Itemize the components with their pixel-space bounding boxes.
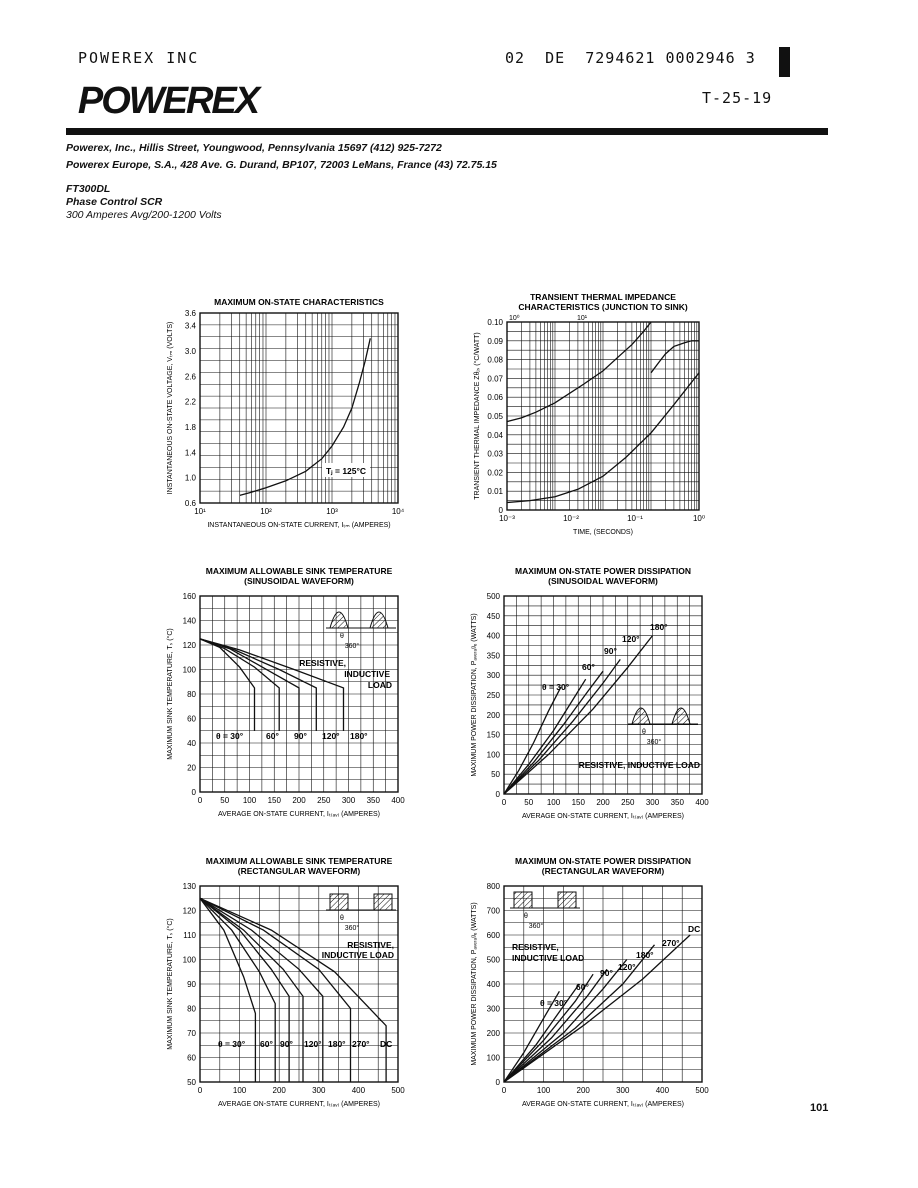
x-axis-label: TIME, (SECONDS) [573, 529, 633, 536]
y-tick-label: 3.6 [184, 309, 196, 318]
address-us: Powerex, Inc., Hillis Street, Youngwood, Pennsylvania 15697 (412) 925-7272 [66, 142, 442, 154]
y-tick-label: 0.04 [487, 430, 503, 440]
x-tick-label: 350 [670, 798, 684, 807]
chart-sink-temp-rectangular [160, 852, 420, 1114]
y-tick-label: 300 [486, 1004, 500, 1014]
temperature-annotation: Tⱼ = 125°C [325, 466, 367, 476]
series-label: 180° [350, 731, 368, 741]
x-tick-label: 500 [391, 1086, 405, 1095]
x-tick-label: 100 [546, 798, 561, 807]
y-tick-label: 400 [486, 980, 500, 989]
load-text: INDUCTIVE [344, 669, 390, 679]
x-tick-label: 0 [501, 1086, 507, 1095]
y-tick-label: 450 [486, 611, 500, 621]
period-label: 360° [528, 923, 544, 930]
y-tick-label: 400 [486, 631, 500, 641]
series-label: DC [688, 924, 701, 934]
y-tick-label: 100 [182, 665, 196, 675]
y-tick-label: 0.6 [184, 499, 196, 508]
chart-title: TRANSIENT THERMAL IMPEDANCE [530, 292, 676, 302]
company-code: POWEREX INC [78, 49, 200, 67]
x-axis-label: AVERAGE ON-STATE CURRENT, Iₜ₍ₐᵥ₎ (AMPERES) [217, 1101, 381, 1108]
load-text: RESISTIVE, INDUCTIVE LOAD [578, 760, 700, 770]
theta-label: θ [524, 913, 528, 920]
series-label: 90° [604, 646, 617, 656]
theta-label: θ [340, 633, 344, 640]
y-tick-label: 50 [187, 1078, 196, 1087]
x-tick-label: 300 [341, 796, 356, 805]
y-tick-label: 0 [495, 790, 500, 799]
waveform-pulse-icon [672, 708, 690, 724]
y-axis-label: MAXIMUM POWER DISSIPATION, Pₐᵥₑᵣₐᵍₑ (WATTS) [471, 613, 478, 777]
x-tick-label: 150 [571, 798, 585, 807]
y-tick-label: 40 [187, 739, 196, 748]
y-tick-label: 20 [187, 763, 196, 773]
y-tick-label: 200 [486, 1029, 500, 1038]
series-label: DC [380, 1039, 393, 1049]
series-label: 60° [582, 662, 595, 672]
x-tick-label: 400 [391, 796, 405, 805]
y-tick-label: 90 [187, 980, 196, 989]
y-tick-label: 0.02 [487, 468, 503, 478]
top-x-tick-label: 10¹ [577, 315, 588, 322]
y-tick-label: 250 [486, 691, 500, 700]
part-rating: 300 Amperes Avg/200-1200 Volts [66, 209, 222, 221]
series-label: θ = 30° [216, 731, 244, 741]
y-axis-label: MAXIMUM SINK TEMPERATURE, Tₛ (°C) [167, 918, 174, 1050]
x-tick-label: 0 [197, 1086, 203, 1095]
series-label: 60° [266, 731, 279, 741]
chart-title: MAXIMUM ON-STATE POWER DISSIPATION [515, 856, 691, 866]
x-tick-label: 200 [596, 798, 610, 807]
page-number: 101 [810, 1102, 829, 1114]
x-tick-label: 10⁴ [391, 507, 405, 516]
x-tick-label: 0 [197, 796, 203, 805]
waveform-pulse-icon [558, 892, 576, 908]
y-tick-label: 0.06 [487, 393, 503, 403]
load-text: RESISTIVE, [299, 658, 346, 668]
y-tick-label: 500 [486, 955, 500, 965]
waveform-pulse-icon [514, 892, 532, 908]
x-tick-label: 250 [317, 796, 331, 805]
load-text: INDUCTIVE LOAD [321, 950, 394, 960]
y-tick-label: 0 [495, 1078, 500, 1087]
series-label: 90° [600, 968, 613, 978]
svg-text:POWEREX: POWEREX [77, 80, 259, 118]
y-tick-label: 80 [187, 1004, 196, 1014]
y-tick-label: 0.01 [487, 487, 503, 497]
series-label: 270° [352, 1039, 370, 1049]
y-tick-label: 3.0 [184, 347, 196, 356]
waveform-pulse-icon [374, 894, 392, 910]
y-tick-label: 2.2 [184, 397, 196, 407]
x-axis-label: AVERAGE ON-STATE CURRENT, Iₜ₍ₐᵥ₎ (AMPERES) [217, 811, 381, 818]
x-tick-label: 300 [312, 1086, 326, 1095]
y-tick-label: 80 [187, 690, 196, 699]
chart-transient-thermal-impedance [460, 282, 720, 540]
y-axis-label: INSTANTANEOUS ON-STATE VOLTAGE, Vₜₘ (VOLTS) [167, 321, 174, 495]
x-tick-label: 10² [260, 507, 272, 516]
x-tick-label: 100 [536, 1086, 551, 1095]
y-tick-label: 100 [486, 750, 500, 760]
x-tick-label: 300 [616, 1086, 630, 1095]
y-tick-label: 0.05 [487, 412, 503, 421]
y-tick-label: 300 [486, 671, 500, 681]
theta-label: θ [642, 729, 646, 736]
series-label: 270° [662, 938, 680, 948]
series-label: θ = 30° [542, 682, 570, 692]
x-tick-label: 0 [501, 798, 507, 807]
x-tick-label: 350 [366, 796, 380, 805]
y-tick-label: 2.6 [184, 372, 196, 382]
y-tick-label: 160 [182, 592, 196, 601]
part-number: FT300DL [66, 183, 111, 195]
y-tick-label: 130 [182, 882, 196, 891]
waveform-pulse-icon [370, 612, 388, 628]
y-tick-label: 200 [486, 710, 500, 720]
series-line-30 [504, 687, 561, 794]
series-label: 90° [280, 1039, 293, 1049]
series-label: 120° [618, 962, 636, 972]
part-type: Phase Control SCR [66, 196, 163, 208]
x-axis-label: AVERAGE ON-STATE CURRENT, Iₜ₍ₐᵥ₎ (AMPERES) [521, 813, 685, 820]
chart-sink-temp-sinusoidal [160, 562, 420, 824]
x-tick-label: 10⁰ [692, 514, 706, 523]
y-tick-label: 110 [183, 931, 196, 940]
y-tick-label: 3.4 [184, 321, 196, 331]
chart-subtitle: CHARACTERISTICS (JUNCTION TO SINK) [518, 302, 688, 312]
x-tick-label: 10⁻¹ [627, 514, 643, 523]
y-tick-label: 0.09 [487, 336, 503, 346]
series-label: 120° [304, 1039, 322, 1049]
x-tick-label: 500 [695, 1086, 709, 1095]
waveform-pulse-icon [330, 612, 348, 628]
y-tick-label: 600 [486, 931, 500, 940]
series-label: 120° [622, 634, 640, 644]
series-label: θ = 30° [218, 1039, 246, 1049]
series-label: 180° [650, 622, 668, 632]
x-tick-label: 250 [621, 798, 635, 807]
load-text: LOAD [367, 680, 392, 690]
x-tick-label: 50 [524, 798, 534, 807]
period-label: 360° [344, 643, 360, 650]
series-label: 60° [260, 1039, 273, 1049]
y-tick-label: 0.03 [487, 449, 503, 459]
y-tick-label: 50 [491, 770, 500, 780]
y-tick-label: 1.4 [184, 448, 196, 458]
chart-power-dissipation-sinusoidal [460, 562, 720, 824]
x-tick-label: 100 [232, 1086, 247, 1095]
x-tick-label: 50 [220, 796, 230, 805]
series-label: 180° [636, 950, 654, 960]
x-tick-label: 10⁻² [563, 514, 579, 523]
y-axis-label: TRANSIENT THERMAL IMPEDANCE Zθⱼₛ (°C/WATT) [474, 332, 481, 500]
y-tick-label: 60 [187, 1053, 196, 1063]
x-tick-label: 200 [272, 1086, 286, 1095]
y-tick-label: 0.07 [487, 374, 503, 384]
y-tick-label: 70 [187, 1029, 196, 1038]
header-rule [66, 128, 828, 135]
y-tick-label: 1.0 [184, 473, 196, 483]
period-label: 360° [344, 925, 360, 932]
chart-title: MAXIMUM ALLOWABLE SINK TEMPERATURE [205, 856, 393, 866]
period-label: 360° [646, 739, 662, 746]
x-tick-label: 200 [576, 1086, 590, 1095]
load-text: RESISTIVE, [512, 942, 559, 952]
y-tick-label: 0.10 [487, 318, 503, 327]
address-europe: Powerex Europe, S.A., 428 Ave. G. Durand, BP107, 72003 LeMans, France (43) 72.75.15 [66, 159, 497, 171]
x-axis-label: INSTANTANEOUS ON-STATE CURRENT, Iₜₘ (AMPERES) [207, 522, 391, 529]
load-text: INDUCTIVE LOAD [512, 953, 585, 963]
y-tick-label: 0 [498, 506, 503, 515]
y-tick-label: 0 [191, 788, 196, 797]
y-tick-label: 120 [182, 906, 196, 916]
series-line-120 [200, 898, 303, 1082]
waveform-pulse-icon [632, 708, 650, 724]
x-tick-label: 150 [267, 796, 281, 805]
chart-title: MAXIMUM ON-STATE POWER DISSIPATION [515, 566, 691, 576]
x-tick-label: 10⁻³ [499, 514, 515, 523]
series-label: 90° [294, 731, 307, 741]
y-tick-label: 500 [486, 592, 500, 601]
x-axis-label: AVERAGE ON-STATE CURRENT, Iₜ₍ₐᵥ₎ (AMPERES) [521, 1101, 685, 1108]
waveform-pulse-icon [330, 894, 348, 910]
chart-title: MAXIMUM ALLOWABLE SINK TEMPERATURE [205, 566, 393, 576]
x-tick-label: 400 [351, 1086, 366, 1095]
y-tick-label: 150 [486, 730, 500, 740]
y-tick-label: 140 [182, 616, 196, 626]
y-tick-label: 100 [486, 1053, 500, 1063]
series-line-180 [200, 639, 344, 731]
y-tick-label: 100 [182, 955, 196, 965]
y-tick-label: 1.8 [184, 423, 196, 432]
chart-subtitle: (SINUSOIDAL WAVEFORM) [244, 576, 354, 586]
series-label: 60° [576, 982, 589, 992]
chart-subtitle: (RECTANGULAR WAVEFORM) [237, 866, 361, 876]
chart-subtitle: (RECTANGULAR WAVEFORM) [541, 866, 665, 876]
chart-onstate-characteristics [160, 288, 420, 540]
powerex-logo [66, 80, 271, 118]
x-tick-label: 10³ [326, 507, 338, 516]
x-tick-label: 300 [645, 798, 660, 807]
y-tick-label: 800 [486, 882, 500, 891]
document-code: 02 DE 7294621 0002946 3 [505, 49, 756, 67]
y-tick-label: 120 [182, 641, 196, 650]
load-text: RESISTIVE, [347, 940, 394, 950]
x-tick-label: 10¹ [194, 507, 206, 516]
x-tick-label: 200 [292, 796, 306, 805]
series-label: 180° [328, 1039, 346, 1049]
t-code: T-25-19 [702, 89, 773, 107]
chart-power-dissipation-rectangular [460, 852, 720, 1114]
top-x-tick-label: 10⁰ [509, 315, 520, 322]
x-tick-label: 400 [655, 1086, 670, 1095]
theta-label: θ [340, 915, 344, 922]
y-tick-label: 700 [486, 906, 500, 916]
y-tick-label: 0.08 [487, 355, 503, 365]
series-label: θ = 30° [540, 998, 568, 1008]
registration-mark [779, 47, 790, 77]
y-tick-label: 350 [486, 651, 500, 661]
chart-title: MAXIMUM ON-STATE CHARACTERISTICS [214, 297, 384, 307]
chart-subtitle: (SINUSOIDAL WAVEFORM) [548, 576, 658, 586]
y-tick-label: 60 [187, 714, 196, 724]
y-axis-label: MAXIMUM POWER DISSIPATION, Pₐᵥₑᵣₐᵍₑ (WATTS) [471, 902, 478, 1066]
x-tick-label: 400 [695, 798, 709, 807]
y-axis-label: MAXIMUM SINK TEMPERATURE, Tₛ (°C) [167, 628, 174, 760]
x-tick-label: 100 [242, 796, 257, 805]
series-label: 120° [322, 731, 340, 741]
